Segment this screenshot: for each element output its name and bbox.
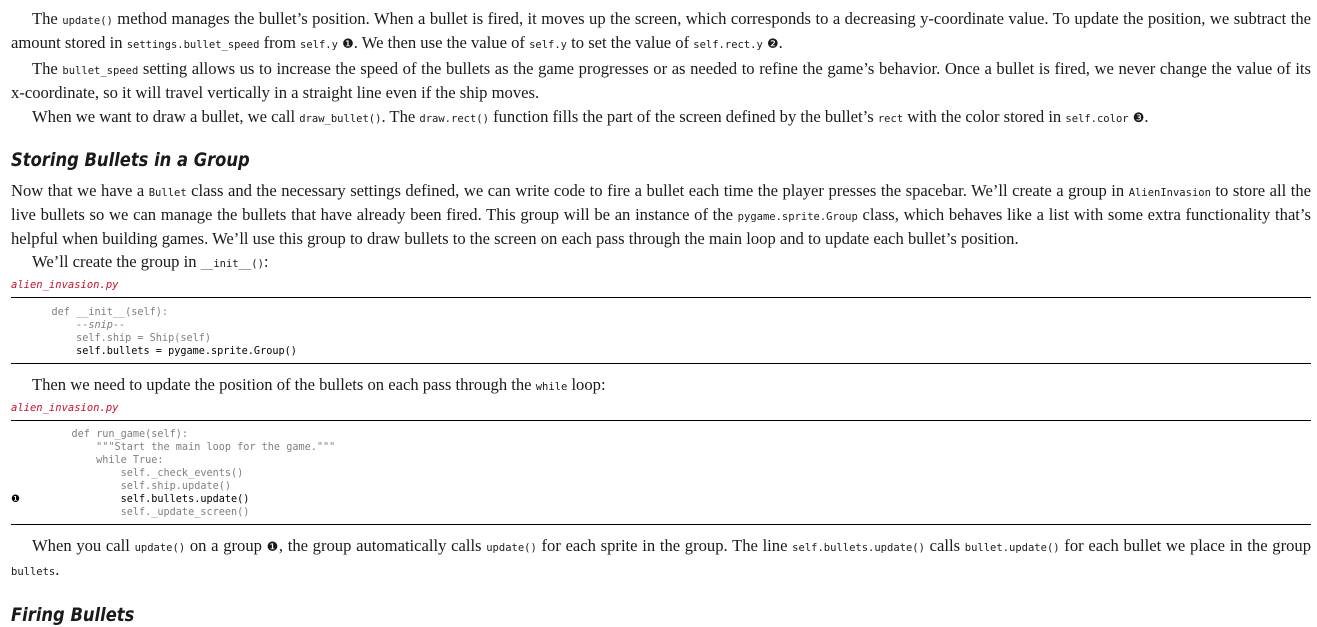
code-line: while True: (47, 455, 164, 466)
code-line: self._check_events() (47, 468, 244, 479)
code-line: """Start the main loop for the game.""" (47, 442, 336, 453)
code-line-snip: --snip-- (27, 320, 126, 331)
paragraph-bullet-speed: The bullet_speed setting allows us to increase the speed of the bullets as the game progresses or as needed to refine the game’s behavior. Once a bullet is fired, we never change the value of its x-coordinate, so it will travel vertically in a straight line even if the ship moves. (11, 59, 1311, 102)
callout-marker: ❶ (266, 540, 279, 555)
code-line: def __init__(self): (27, 307, 169, 318)
code-line: self._update_screen() (47, 507, 250, 518)
code-filename: alien_invasion.py (11, 402, 119, 414)
paragraph-group-update: When you call update() on a group ❶, the group automatically calls update() for each sprite in the group. The line self.bullets.update() calls bullet.update() for each bullet we place in the group bullets. (11, 536, 1311, 579)
callout-marker: ❸ (1128, 111, 1145, 126)
code-block-run-game (11, 421, 1311, 524)
code-line: def run_game(self): (47, 429, 189, 440)
code-block-init (11, 298, 1311, 363)
callout-marker: ❶ (337, 37, 354, 52)
callout-marker: ❶ (11, 494, 20, 505)
code-line-highlighted: ❶ self.bullets.update() (11, 494, 250, 505)
section-heading-firing-bullets: Firing Bullets (11, 604, 135, 626)
paragraph-update-bullets: Then we need to update the position of the bullets on each pass through the while loop: (32, 375, 606, 394)
code-bottom-rule (11, 524, 1311, 525)
code-line: self.ship.update() (47, 481, 232, 492)
code-line-highlighted: self.bullets = pygame.sprite.Group() (27, 346, 297, 357)
paragraph-draw-bullet: When we want to draw a bullet, we call draw_bullet(). The draw.rect() function fills the part of the screen defined by the bullet’s rect with the color stored in self.color ❸. (32, 107, 1149, 126)
code-bottom-rule (11, 363, 1311, 364)
paragraph-create-group: We’ll create the group in __init__(): (32, 252, 269, 271)
code-filename: alien_invasion.py (11, 279, 119, 291)
book-page (11, 0, 1311, 627)
code-line: self.ship = Ship(self) (27, 333, 212, 344)
callout-marker: ❷ (762, 37, 779, 52)
section-heading-storing-bullets: Storing Bullets in a Group (11, 149, 250, 171)
paragraph-update-method: The update() method manages the bullet’s position. When a bullet is fired, it moves up the screen, which corresponds to a decreasing y-coordinate value. To update the position, we subtract the amount stored in settings.bullet_speed from self.y ❶. We then use the value of self.y to set the value of self.rect.y ❷. (11, 9, 1311, 52)
paragraph-bullet-group: Now that we have a Bullet class and the necessary settings defined, we can write code to fire a bullet each time the player presses the spacebar. We’ll create a group in AlienInvasion to store all the live bullets so we can manage the bullets that have already been fired. This group will be an instance of the pygame.sprite.Group class, which behaves like a list with some extra functionality that’s helpful when building games. We’ll use this group to draw bullets to the screen on each pass through the main loop and to update each bullet’s position. (11, 181, 1311, 248)
